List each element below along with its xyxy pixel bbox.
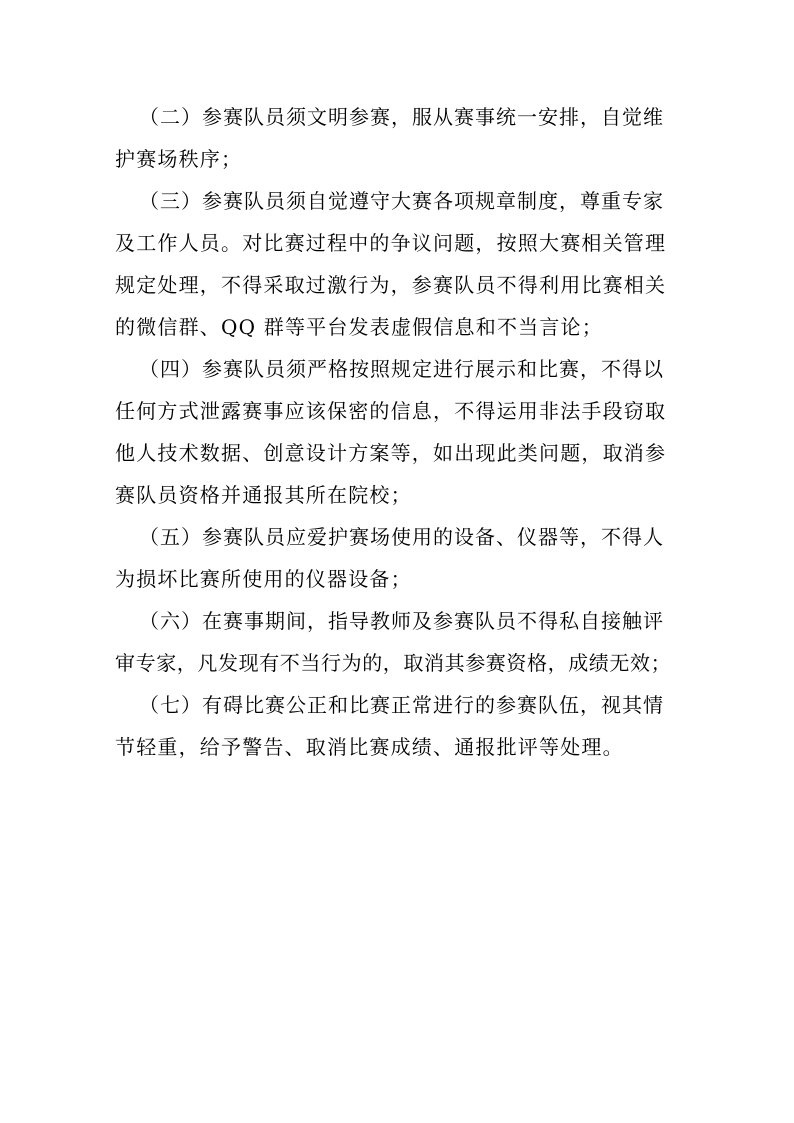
text-line: 的微信群、QQ 群等平台发表虚假信息和不当言论； <box>115 315 603 339</box>
document-body <box>115 96 680 768</box>
text-line: （四）参赛队员须严格按照规定进行展示和比赛，不得以 <box>139 357 664 381</box>
text-line: 赛队员资格并通报其所在院校； <box>115 483 412 507</box>
text-line: 为损坏比赛所使用的仪器设备； <box>115 567 412 591</box>
text-line: 及工作人员。对比赛过程中的争议问题，按照大赛相关管理 <box>115 231 667 255</box>
text-line: （六）在赛事期间，指导教师及参赛队员不得私自接触评 <box>139 609 664 633</box>
text-line: （二）参赛队员须文明参赛，服从赛事统一安排，自觉维 <box>139 105 664 129</box>
text-line: 节轻重，给予警告、取消比赛成绩、通报批评等处理。 <box>115 735 624 759</box>
text-line: 审专家，凡发现有不当行为的，取消其参赛资格，成绩无效； <box>115 651 672 675</box>
text-line: 护赛场秩序； <box>115 147 243 171</box>
text-line: 规定处理，不得采取过激行为，参赛队员不得利用比赛相关 <box>115 273 667 297</box>
text-line: 任何方式泄露赛事应该保密的信息，不得运用非法手段窃取 <box>115 399 667 423</box>
text-line: （五）参赛队员应爱护赛场使用的设备、仪器等，不得人 <box>139 525 664 549</box>
text-line: （七）有碍比赛公正和比赛正常进行的参赛队伍，视其情 <box>139 693 664 717</box>
text-line: （三）参赛队员须自觉遵守大赛各项规章制度，尊重专家 <box>139 189 664 213</box>
text-line: 他人技术数据、创意设计方案等，如出现此类问题，取消参 <box>115 441 667 465</box>
